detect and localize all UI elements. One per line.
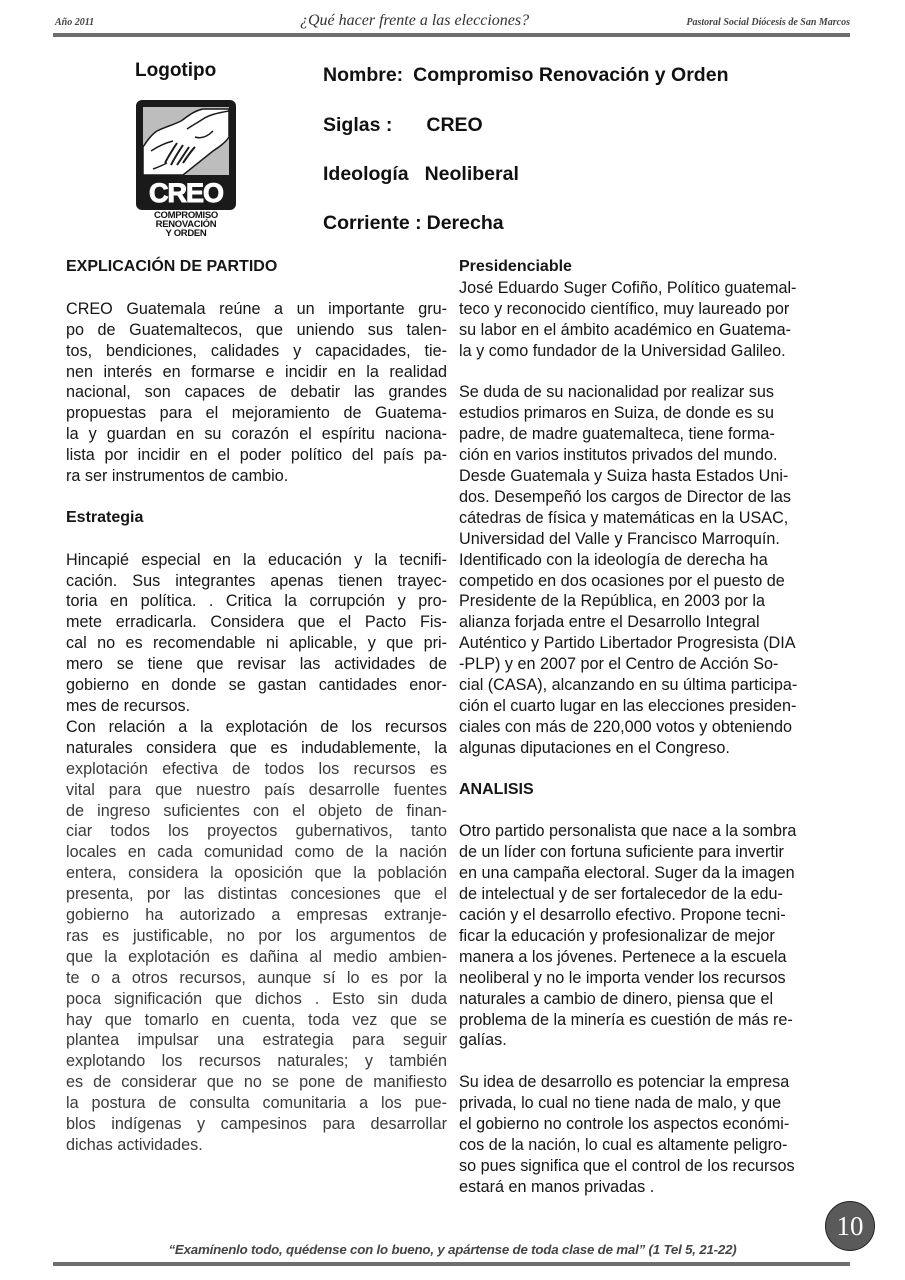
party-name-value: Compromiso Renovación y Orden [413,64,729,86]
text-line: so pues significa que el control de los recursos [459,1156,795,1175]
text-line: entera, considera la oposición que la población [66,864,447,883]
text-line: ra ser instrumentos de cambio. [66,467,289,486]
text-line: estudios primaros en Suiza, de donde es su [459,404,774,423]
header-year: Año 2011 [55,17,95,28]
text-line: la y guardan en su corazón el espíritu naciona- [66,425,447,444]
text-line: cal no es recomendable ni aplicable, y que pri- [66,634,447,653]
text-line: neoliberal y no le importa vender los recursos [459,968,786,987]
text-line: hay que tomarlo en cuenta, toda vez que se [66,1010,447,1029]
text-line: manera a los jóvenes. Pertenece a la escuela [459,947,787,966]
estrategia-paragraph [66,550,447,717]
text-line: Universidad del Valle y Francisco Marroquín. [459,529,780,548]
logo-subtitle-line: RENOVACIÓN [155,219,217,230]
text-line: cación. Sus integrantes apenas tienen trayec- [66,571,447,590]
logo-subtitle-line: COMPROMISO [153,210,219,221]
page-number-badge: 10 [825,1201,875,1251]
text-line: en una campaña electoral. Suger da la imagen [459,864,795,883]
text-line: te o a otros recursos, aunque sí lo es por la [66,968,447,987]
text-line: presenta, por las distintas concesiones que el [66,885,447,904]
text-line: mete erradicarla. Considera que el Pacto Fis- [66,613,447,632]
text-line: naturales a cambio de dinero, piensa que el [459,989,774,1008]
logo-wordmark: CREO [148,178,223,208]
right-column [459,257,845,1198]
presidenciable-paragraph [459,278,845,362]
text-line: la y como fundador de la Universidad Galileo. [459,341,786,360]
header-divider [53,33,850,37]
party-ideology-label: Ideología [323,163,409,185]
text-line: dos. Desempeñó los cargos de Director de las [459,487,792,506]
text-line: nen interés en formarse e incidir en la realidad [66,362,447,381]
biografia-paragraph [459,382,845,758]
text-line: alianza forjada entre el Desarrollo Integral [459,613,760,632]
text-line: cial (CASA), alcanzando en su última participa- [459,676,798,695]
text-line: poca significación que dichos . Esto sin duda [66,989,447,1008]
text-line: que la explotación es dañina al medio ambien- [66,947,447,966]
party-name-label: Nombre: [323,64,404,86]
logo-subtitle [136,211,236,238]
section-heading-presidenciable: Presidenciable [459,258,572,275]
text-line: nacional, son capaces de debatir las grandes [66,383,447,402]
text-line: mes de recursos. [66,696,191,715]
party-logo [136,100,236,240]
text-line: padre, de madre guatemalteca, tiene forma- [459,425,775,444]
party-current-row [323,212,504,235]
text-line: galías. [459,1031,507,1050]
text-line: naturales considera que es indudablemente, la [66,738,447,757]
logo-subtitle-line: Y ORDEN [165,228,207,239]
header-title: ¿Qué hacer frente a las elecciones? [300,12,530,29]
text-line: estará en manos privadas . [459,1177,655,1196]
page-header [55,10,850,34]
text-line: ciar todos los proyectos gubernativos, tanto [66,822,447,841]
text-line: la postura de consulta comunitaria a los pue- [66,1094,447,1113]
text-line: Hincapié especial en la educación y la tecnifi- [66,550,447,569]
text-line: ras es justificable, no por los argumentos de [66,926,447,945]
text-line: José Eduardo Suger Cofiño, Político guatemal- [459,278,797,297]
desarrollo-paragraph [459,1072,845,1197]
party-current-value: Derecha [426,212,504,234]
text-line: tos, bendiciones, calidades y capacidades, tie- [66,341,447,360]
explicacion-paragraph [66,299,447,487]
text-line: ficar la educación y profesionalizar de mejor [459,926,775,945]
text-line: po de Guatemaltecos, que uniendo sus talen- [66,320,447,339]
text-line: teco y reconocido científico, muy laureado por [459,299,790,318]
text-line: blos indígenas y campesinos para desarrollar [66,1115,447,1134]
party-acronym-value: CREO [426,114,483,136]
footer-divider [53,1262,850,1266]
text-line: cación y el desarrollo efectivo. Propone tecni- [459,906,786,925]
text-line: competido en dos ocasiones por el puesto de [459,571,785,590]
party-ideology-row [323,163,519,186]
party-ideology-value: Neoliberal [424,163,519,185]
text-line: Con relación a la explotación de los recursos [66,717,447,736]
text-line: gobierno en donde se gastan cantidades enor- [66,676,447,695]
text-line: cátedras de física y matemáticas en la USAC, [459,508,789,527]
party-acronym-row [323,114,483,137]
text-line: ción en varios institutos privados del mundo. [459,446,778,465]
text-line: Identificado con la ideología de derecha ha [459,550,768,569]
text-line: el gobierno no controle los aspectos económi- [459,1115,790,1134]
text-line: Se duda de su nacionalidad por realizar sus [459,383,774,402]
footer-quote: “Examínenlo todo, quédense con lo bueno, y apártense de toda clase de mal” (1 Tel 5, 21-22) [168,1242,737,1257]
text-line: lista por incidir en el poder político del país pa- [66,446,447,465]
text-line: Otro partido personalista que nace a la sombra [459,822,797,841]
text-line: de un líder con fortuna suficiente para invertir [459,843,784,862]
recursos-paragraph [66,717,447,1156]
logo-frame [136,100,236,210]
text-line: cos de la nación, lo cual es altamente peligro- [459,1136,788,1154]
text-line: de intelectual y de ser fortalecedor de la edu- [459,885,783,904]
party-current-label: Corriente : [323,212,422,234]
text-line: ciales con más de 220,000 votos y obteniendo [459,717,792,736]
text-line: explotando los recursos naturales; y también [66,1052,447,1071]
analisis-paragraph [459,821,845,1051]
header-publisher: Pastoral Social Diócesis de San Marcos [686,17,850,28]
section-heading-estrategia: Estrategia [66,508,144,526]
text-line: ción el cuarto lugar en las elecciones presiden- [459,697,797,716]
text-line: gobierno ha autorizado a empresas extranje- [66,906,447,925]
text-line: plantea impulsar una estrategia para seguir [66,1031,447,1050]
left-column [66,257,447,1156]
text-line: su labor en el ámbito académico en Guatema- [459,320,792,339]
text-line: vital para que nuestro país desarrolle fuentes [66,780,447,799]
party-name-row [323,64,728,87]
text-line: privada, lo cual no tiene nada de malo, y que [459,1094,782,1113]
text-line: Su idea de desarrollo es potenciar la empresa [459,1073,790,1092]
text-line: Desde Guatemala y Suiza hasta Estados Uni- [459,467,789,486]
text-line: -PLP) y en 2007 por el Centro de Acción So- [459,655,779,674]
section-heading-analisis: ANALISIS [459,780,534,798]
text-line: problema de la minería es cuestión de más re- [459,1010,793,1029]
text-line: mero se tiene que revisar las actividades de [66,655,447,674]
text-line: propuestas para el mejoramiento de Guatema- [66,404,447,423]
logo-label: Logotipo [135,60,217,81]
text-line: de ingreso suficientes con el objeto de finan- [66,801,447,820]
text-line: algunas diputaciones en el Congreso. [459,738,730,757]
section-heading-explicacion: EXPLICACIÓN DE PARTIDO [66,258,278,275]
text-line: CREO Guatemala reúne a un importante gru- [66,299,447,318]
party-acronym-label: Siglas : [323,114,393,136]
text-line: Presidente de la República, en 2003 por la [459,592,765,611]
text-line: dichas actividades. [66,1136,203,1155]
text-line: locales en cada comunidad como de la nación [66,843,447,862]
text-line: es de considerar que no se pone de manifiesto [66,1073,447,1092]
handshake-icon [143,107,229,175]
text-line: explotación efectiva de todos los recursos es [66,759,447,778]
text-line: toria en política. . Critica la corrupción y pro- [66,592,447,611]
text-line: Auténtico y Partido Libertador Progresista (DIA [459,634,796,653]
